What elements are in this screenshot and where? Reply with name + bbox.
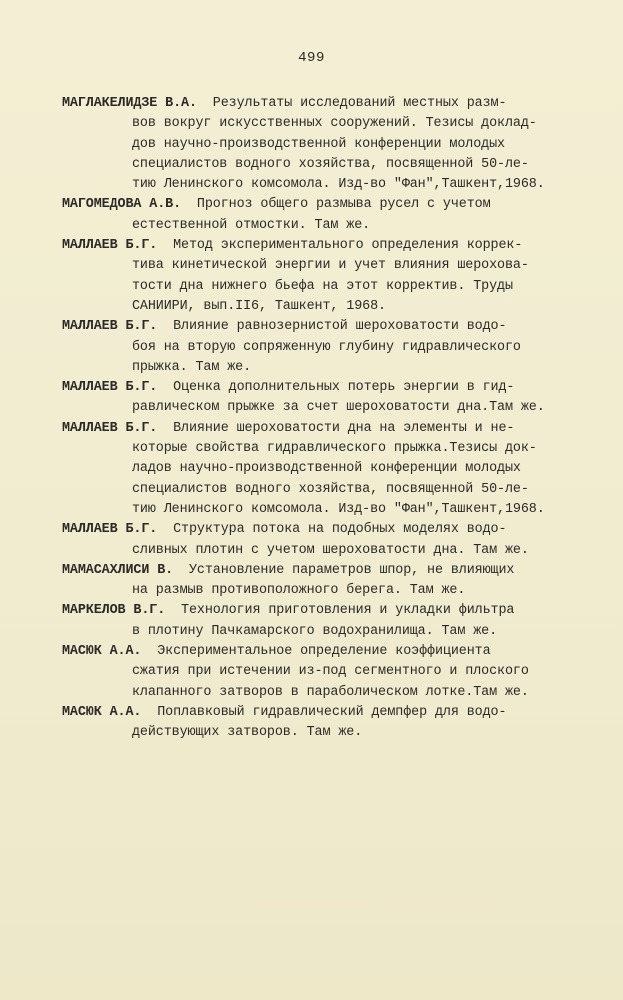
entry-text: Структура потока на подобных моделях водо- xyxy=(157,522,507,538)
entry-first-line xyxy=(62,317,562,337)
bibliography-list xyxy=(62,94,562,744)
entry-text: Технология приготовления и укладки фильтра xyxy=(165,603,515,619)
entry-author: МАРКЕЛОВ В.Г. xyxy=(62,603,166,619)
entry-continuation-line: клапанного затворов в параболическом лотке.Там же. xyxy=(132,684,529,700)
entry-text: Оценка дополнительных потерь энергии в гид- xyxy=(157,380,515,396)
entry-text: Влияние шероховатости дна на элементы и не- xyxy=(157,420,515,436)
entry-text: Экспериментальное определение коэффициента xyxy=(141,644,491,660)
bibliography-entry xyxy=(62,236,562,317)
entry-first-line xyxy=(62,195,562,215)
entry-author: МАМАСАХЛИСИ В. xyxy=(62,562,174,578)
entry-continuation-line: боя на вторую сопряженную глубину гидравлического xyxy=(132,339,521,355)
entry-text: Результаты исследований местных разм- xyxy=(196,96,507,111)
entry-text: Влияние равнозернистой шероховатости водо- xyxy=(157,319,507,335)
bibliography-entry xyxy=(62,601,562,642)
bibliography-entry xyxy=(62,703,562,744)
entry-text: Прогноз общего размыва русел с учетом xyxy=(181,197,491,213)
entry-first-line xyxy=(62,236,562,256)
entry-first-line xyxy=(62,378,562,398)
entry-continuation-line: на размыв противоположного берега. Там же. xyxy=(132,583,466,599)
entry-continuation-line: дов научно-производственной конференции молодых xyxy=(132,136,505,152)
entry-continuation-line: специалистов водного хозяйства, посвященной 50-ле- xyxy=(132,481,529,497)
entry-text: Метод экспериментального определения коррек- xyxy=(157,238,523,254)
entry-continuation-line: специалистов водного хозяйства, посвященной 50-ле- xyxy=(132,156,529,172)
entry-continuation-line: тию Ленинского комсомола. Изд-во "Фан",Ташкент,1968. xyxy=(132,177,545,193)
entry-author: МАСЮК А.А. xyxy=(62,644,142,660)
bibliography-entry xyxy=(62,94,562,195)
bibliography-entry xyxy=(62,195,562,236)
entry-author: МАЛЛАЕВ Б.Г. xyxy=(62,380,158,396)
entry-continuation-line: тива кинетической энергии и учет влияния шерохова- xyxy=(132,258,529,274)
entry-author: МАЛЛАЕВ Б.Г. xyxy=(62,522,158,538)
entry-first-line xyxy=(62,561,562,581)
entry-text: Поплавковый гидравлический демпфер для водо- xyxy=(141,704,507,720)
entry-continuation-line: САНИИРИ, вып.II6, Ташкент, 1968. xyxy=(132,298,386,314)
bibliography-entry xyxy=(62,520,562,561)
entry-author: МАСЮК А.А. xyxy=(62,704,142,720)
entry-first-line xyxy=(62,703,562,723)
entry-continuation-line: сливных плотин с учетом шероховатости дна. Там же. xyxy=(132,542,529,558)
entry-first-line xyxy=(62,601,562,621)
entry-continuation-line: в плотину Пачкамарского водохранилища. Там же. xyxy=(132,623,498,639)
entry-author: МАЛЛАЕВ Б.Г. xyxy=(62,420,158,436)
entry-continuation-line: естественной отмостки. Там же. xyxy=(132,217,371,233)
entry-continuation-line: действующих затворов. Там же. xyxy=(132,725,363,741)
entry-author: МАГЛАКЕЛИДЗЕ В.А. xyxy=(62,96,197,111)
entry-author: МАЛЛАЕВ Б.Г. xyxy=(62,319,158,335)
entry-author: МАЛЛАЕВ Б.Г. xyxy=(62,238,158,254)
entry-text: Установление параметров шпор, не влияющих xyxy=(173,562,515,578)
entry-continuation-line: тости дна нижнего бьефа на этот корректив. Труды xyxy=(132,278,513,294)
page-number: 499 xyxy=(298,50,325,66)
entry-continuation-line: прыжка. Там же. xyxy=(132,359,252,375)
entry-first-line xyxy=(62,642,562,662)
entry-continuation-line: равлическом прыжке за счет шероховатости дна.Там же. xyxy=(132,400,545,416)
entry-first-line xyxy=(62,419,562,439)
entry-continuation-line: сжатия при истечении из-под сегментного и плоского xyxy=(132,664,529,680)
entry-author: МАГОМЕДОВА А.В. xyxy=(62,197,182,213)
bibliography-entry xyxy=(62,378,562,419)
entry-first-line xyxy=(62,520,562,540)
entry-continuation-line: которые свойства гидравлического прыжка.Тезисы док- xyxy=(132,441,537,457)
entry-first-line xyxy=(62,94,562,114)
bibliography-entry xyxy=(62,642,562,703)
entry-continuation-line: вов вокруг искусственных сооружений. Тезисы доклад- xyxy=(132,116,537,132)
bibliography-entry xyxy=(62,419,562,520)
bibliography-entry xyxy=(62,561,562,602)
entry-continuation-line: ладов научно-производственной конференции молодых xyxy=(132,461,521,477)
entry-continuation-line: тию Ленинского комсомола. Изд-во "Фан",Ташкент,1968. xyxy=(132,501,545,517)
bibliography-entry xyxy=(62,317,562,378)
